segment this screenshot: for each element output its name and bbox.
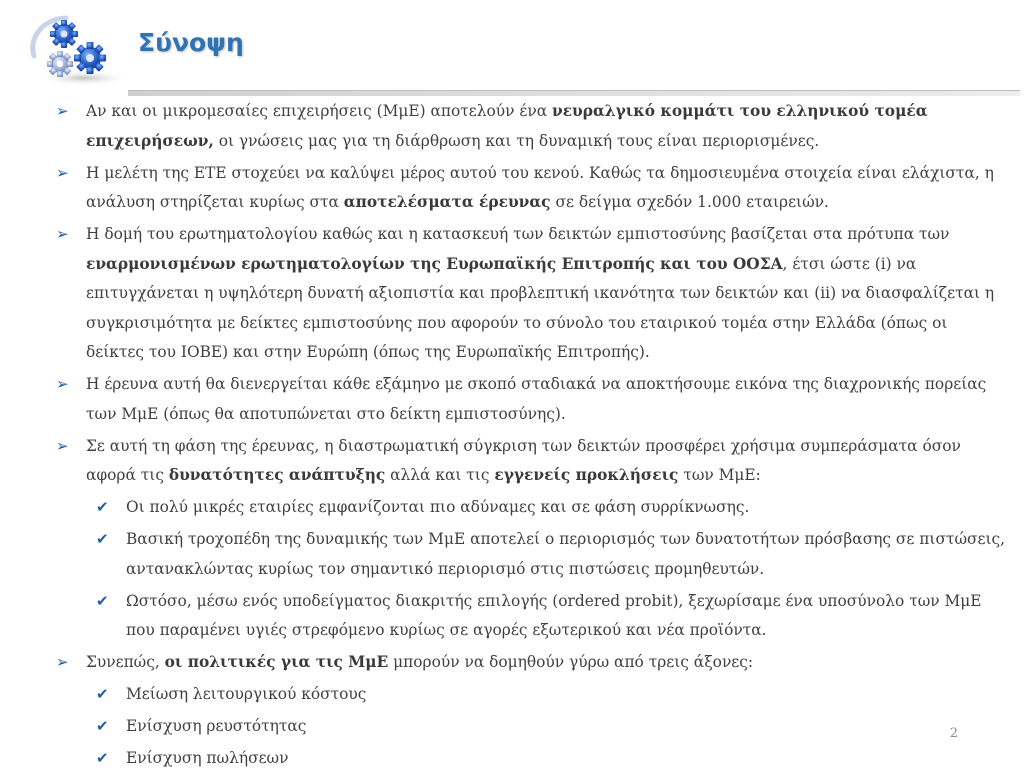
- bullet-item: [56, 432, 1006, 491]
- bullet-text: Μείωση λειτουργικού κόστους: [126, 685, 367, 703]
- bullet-text-bold: αποτελέσματα έρευνας: [343, 193, 551, 211]
- bullet-text: Βασική τροχοπέδη της δυναμικής των ΜμΕ αποτελεί ο περιορισμός των δυνατοτήτων πρόσβασης σε πιστώσεις, αντανακλώντας κυρίως τον σημαντικό περιορισμό στις πιστώσεις προμηθευτών.: [126, 530, 1006, 578]
- sub-bullet-item: [56, 744, 1006, 774]
- bullet-text: σε δείγμα σχεδόν 1.000 εταιρειών.: [550, 193, 829, 211]
- bullet-text: των ΜμΕ:: [678, 466, 761, 484]
- checkmark-bullet-icon: ✔: [96, 749, 109, 767]
- checkmark-bullet-icon: ✔: [96, 591, 109, 610]
- bullet-text: Ωστόσο, μέσω ενός υποδείγματος διακριτής επιλογής (ordered probit), ξεχωρίσαμε ένα υποσύνολο των ΜμΕ που παραμένει υγιές στρεφόμενο κυρίως σε αγορές εξωτερικού και νέα προϊόντα.: [126, 591, 982, 639]
- checkmark-bullet-icon: ✔: [96, 717, 109, 735]
- arrow-bullet-icon: ➢: [56, 653, 69, 671]
- slide-title: Σύνοψη: [138, 28, 244, 57]
- bullet-text: Ενίσχυση ρευστότητας: [126, 717, 307, 735]
- sub-bullet-item: [56, 680, 1006, 710]
- bullet-text: Η δομή του ερωτηματολογίου καθώς και η κατασκευή των δεικτών εμπιστοσύνης βασίζεται στα πρότυπα των: [86, 225, 950, 243]
- bullet-text: Αν και οι μικρομεσαίες επιχειρήσεις (ΜμΕ) αποτελούν ένα: [86, 102, 553, 120]
- gears-logo-icon: [26, 12, 136, 88]
- arrow-bullet-icon: ➢: [56, 102, 69, 120]
- page-number: 2: [949, 726, 958, 741]
- bullet-item: [56, 97, 1006, 156]
- bullet-item: [56, 648, 1006, 678]
- bullet-text: Οι πολύ μικρές εταιρίες εμφανίζονται πιο αδύναμες και σε φάση συρρίκνωσης.: [126, 498, 750, 516]
- sub-bullet-item: [56, 587, 1006, 646]
- bullet-text: Η έρευνα αυτή θα διενεργείται κάθε εξάμηνο με σκοπό σταδιακά να αποκτήσουμε εικόνα της διαχρονικής πορείας των ΜμΕ (όπως θα αποτυπώνεται στο δείκτη εμπιστοσύνης).: [86, 375, 987, 423]
- sub-bullet-item: [56, 525, 1006, 584]
- bullet-text-bold: εγγενείς προκλήσεις: [494, 466, 679, 484]
- arrow-bullet-icon: ➢: [56, 163, 69, 182]
- arrow-bullet-icon: ➢: [56, 225, 69, 243]
- sub-bullet-item: [56, 493, 1006, 523]
- bullet-text: μπορούν να δομηθούν γύρω από τρεις άξονες:: [388, 653, 754, 671]
- checkmark-bullet-icon: ✔: [96, 685, 109, 703]
- bullet-text-bold: οι πολιτικές για τις ΜμΕ: [164, 653, 389, 671]
- bullet-list: [56, 97, 1006, 776]
- checkmark-bullet-icon: ✔: [96, 530, 109, 548]
- bullet-item: [56, 159, 1006, 218]
- checkmark-bullet-icon: ✔: [96, 498, 109, 516]
- bullet-text: οι γνώσεις μας για τη διάρθρωση και τη δυναμική τους είναι περιορισμένες.: [213, 131, 820, 150]
- bullet-item: [56, 220, 1006, 368]
- bullet-item: [56, 370, 1006, 429]
- sub-bullet-item: [56, 712, 1006, 742]
- bullet-text: , έτσι ώστε (i) να επιτυγχάνεται η υψηλότερη δυνατή αξιοπιστία και προβλεπτική ικανότητα των δεικτών και (ii) να διασφαλίζεται η συγκρισιμότητα με δείκτες εμπιστοσύνης που αφορούν το σύνολο του εταιρικού τομέα στην Ελλάδα (όπως οι δείκτες του ΙΟΒΕ) και στην Ευρώπη (όπως της Ευρωπαϊκής Επιτροπής).: [86, 254, 995, 361]
- arrow-bullet-icon: ➢: [56, 436, 69, 455]
- bullet-text: Σε αυτή τη φάση της έρευνας, η διαστρωματική σύγκριση των δεικτών προσφέρει χρήσιμα συμπεράσματα όσον αφορά τις: [86, 436, 961, 484]
- bullet-text-bold: εναρμονισμένων ερωτηματολογίων της Ευρωπαϊκής Επιτροπής και του ΟΟΣΑ: [86, 254, 783, 273]
- bullet-text: Η μελέτη της ΕΤΕ στοχεύει να καλύψει μέρος αυτού του κενού. Καθώς τα δημοσιευμένα στοιχεία είναι ελάχιστα, η ανάλυση στηρίζεται κυρίως στα: [86, 163, 994, 211]
- arrow-bullet-icon: ➢: [56, 375, 69, 393]
- bullet-text-bold: δυνατότητες ανάπτυξης: [168, 466, 386, 484]
- title-divider: [128, 90, 1020, 96]
- bullet-text: αλλά και τις: [385, 466, 495, 484]
- bullet-text-bold: νευραλγικό κομμάτι του ελληνικού τομέα επιχειρήσεων,: [86, 102, 928, 150]
- bullet-text: Συνεπώς,: [86, 653, 165, 671]
- bullet-text: Ενίσχυση πωλήσεων: [126, 749, 289, 767]
